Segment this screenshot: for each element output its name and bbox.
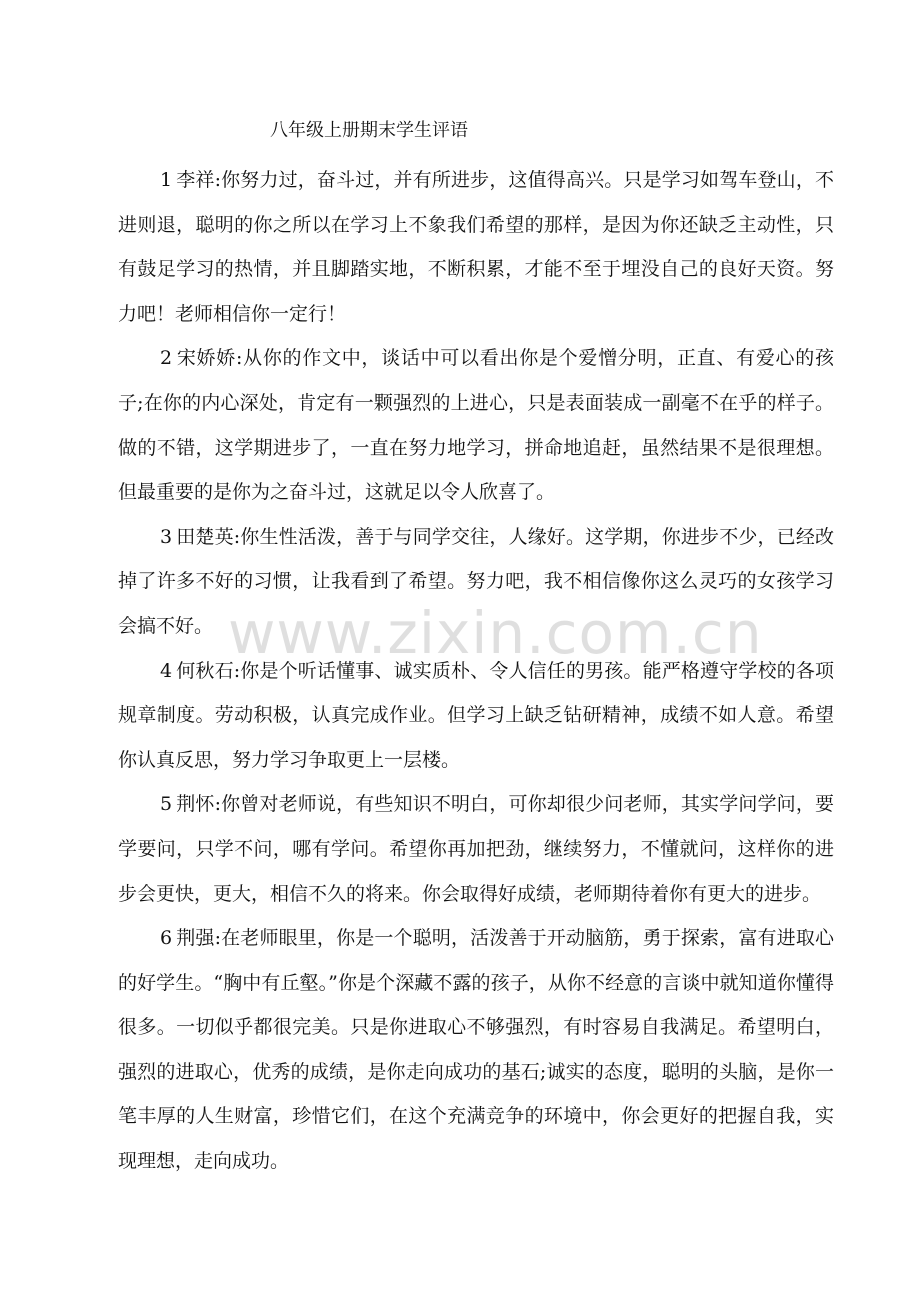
student-name: 荆怀:: [176, 793, 221, 816]
comment-number: 2: [160, 347, 173, 370]
comment-text: 你曾对老师说，有些知识不明白，可你却很少问老师，其实学问学问，要学要问，只学不问，哪有学问。希望你再加把劲，继续努力，不懂就问，这样你的进步会更快，更大，相信不久的将来。你会取得好成绩，老师期待着你有更大的进步。: [118, 793, 834, 905]
comment-paragraph: [118, 158, 834, 336]
comment-paragraph: [118, 336, 834, 514]
comment-paragraph: [118, 649, 834, 783]
comment-number: 4: [160, 659, 173, 682]
student-name: 何秋石:: [176, 659, 241, 682]
student-name: 宋娇娇:: [176, 347, 243, 370]
comment-paragraph: [118, 515, 834, 649]
document-title: 八年级上册期末学生评语: [270, 120, 468, 141]
comment-number: 1: [160, 169, 173, 191]
comment-text: 你努力过，奋斗过，并有所进步，这值得高兴。只是学习如驾车登山，不进则退，聪明的你之所以在学习上不象我们希望的那样，是因为你还缺乏主动性，只有鼓足学习的热情，并且脚踏实地，不断积累，才能不至于埋没自己的良好天资。努力吧！老师相信你一定行！: [118, 169, 834, 325]
comment-paragraph: [118, 782, 834, 916]
watermark: www.zixin.com.cn: [228, 599, 763, 667]
comment-text: 从你的作文中，谈话中可以看出你是个爱憎分明，正直、有爱心的孩子;在你的内心深处，肯定有一颗强烈的上进心，只是表面装成一副毫不在乎的样子。做的不错，这学期进步了，一直在努力地学习，拼命地追赶，虽然结果不是很理想。但最重要的是你为之奋斗过，这就足以令人欣喜了。: [118, 347, 834, 504]
comment-number: 5: [160, 793, 173, 816]
comment-text: 你是个听话懂事、诚实质朴、令人信任的男孩。能严格遵守学校的各项规章制度。劳动积极，认真完成作业。但学习上缺乏钻研精神，成绩不如人意。希望你认真反思，努力学习争取更上一层楼。: [118, 659, 834, 771]
student-name: 田楚英:: [176, 525, 241, 548]
comments-body: [118, 158, 834, 1184]
comment-number: 6: [160, 927, 173, 950]
student-name: 荆强:: [176, 927, 221, 950]
comment-paragraph: [118, 916, 834, 1184]
comment-text: 你生性活泼，善于与同学交往，人缘好。这学期，你进步不少，已经改掉了许多不好的习惯，让我看到了希望。努力吧，我不相信像你这么灵巧的女孩学习会搞不好。: [118, 525, 834, 637]
comment-number: 3: [160, 525, 173, 548]
student-name: 李祥:: [176, 169, 221, 191]
comment-text: 在老师眼里，你是一个聪明，活泼善于开动脑筋，勇于探索，富有进取心的好学生。“胸中有丘壑。”你是个深藏不露的孩子，从你不经意的言谈中就知道你懂得很多。一切似乎都很完美。只是你进取心不够强烈，有时容易自我满足。希望明白，强烈的进取心，优秀的成绩，是你走向成功的基石;诚实的态度，聪明的头脑，是你一笔丰厚的人生财富，珍惜它们，在这个充满竞争的环境中，你会更好的把握自我，实现理想，走向成功。: [118, 927, 834, 1173]
